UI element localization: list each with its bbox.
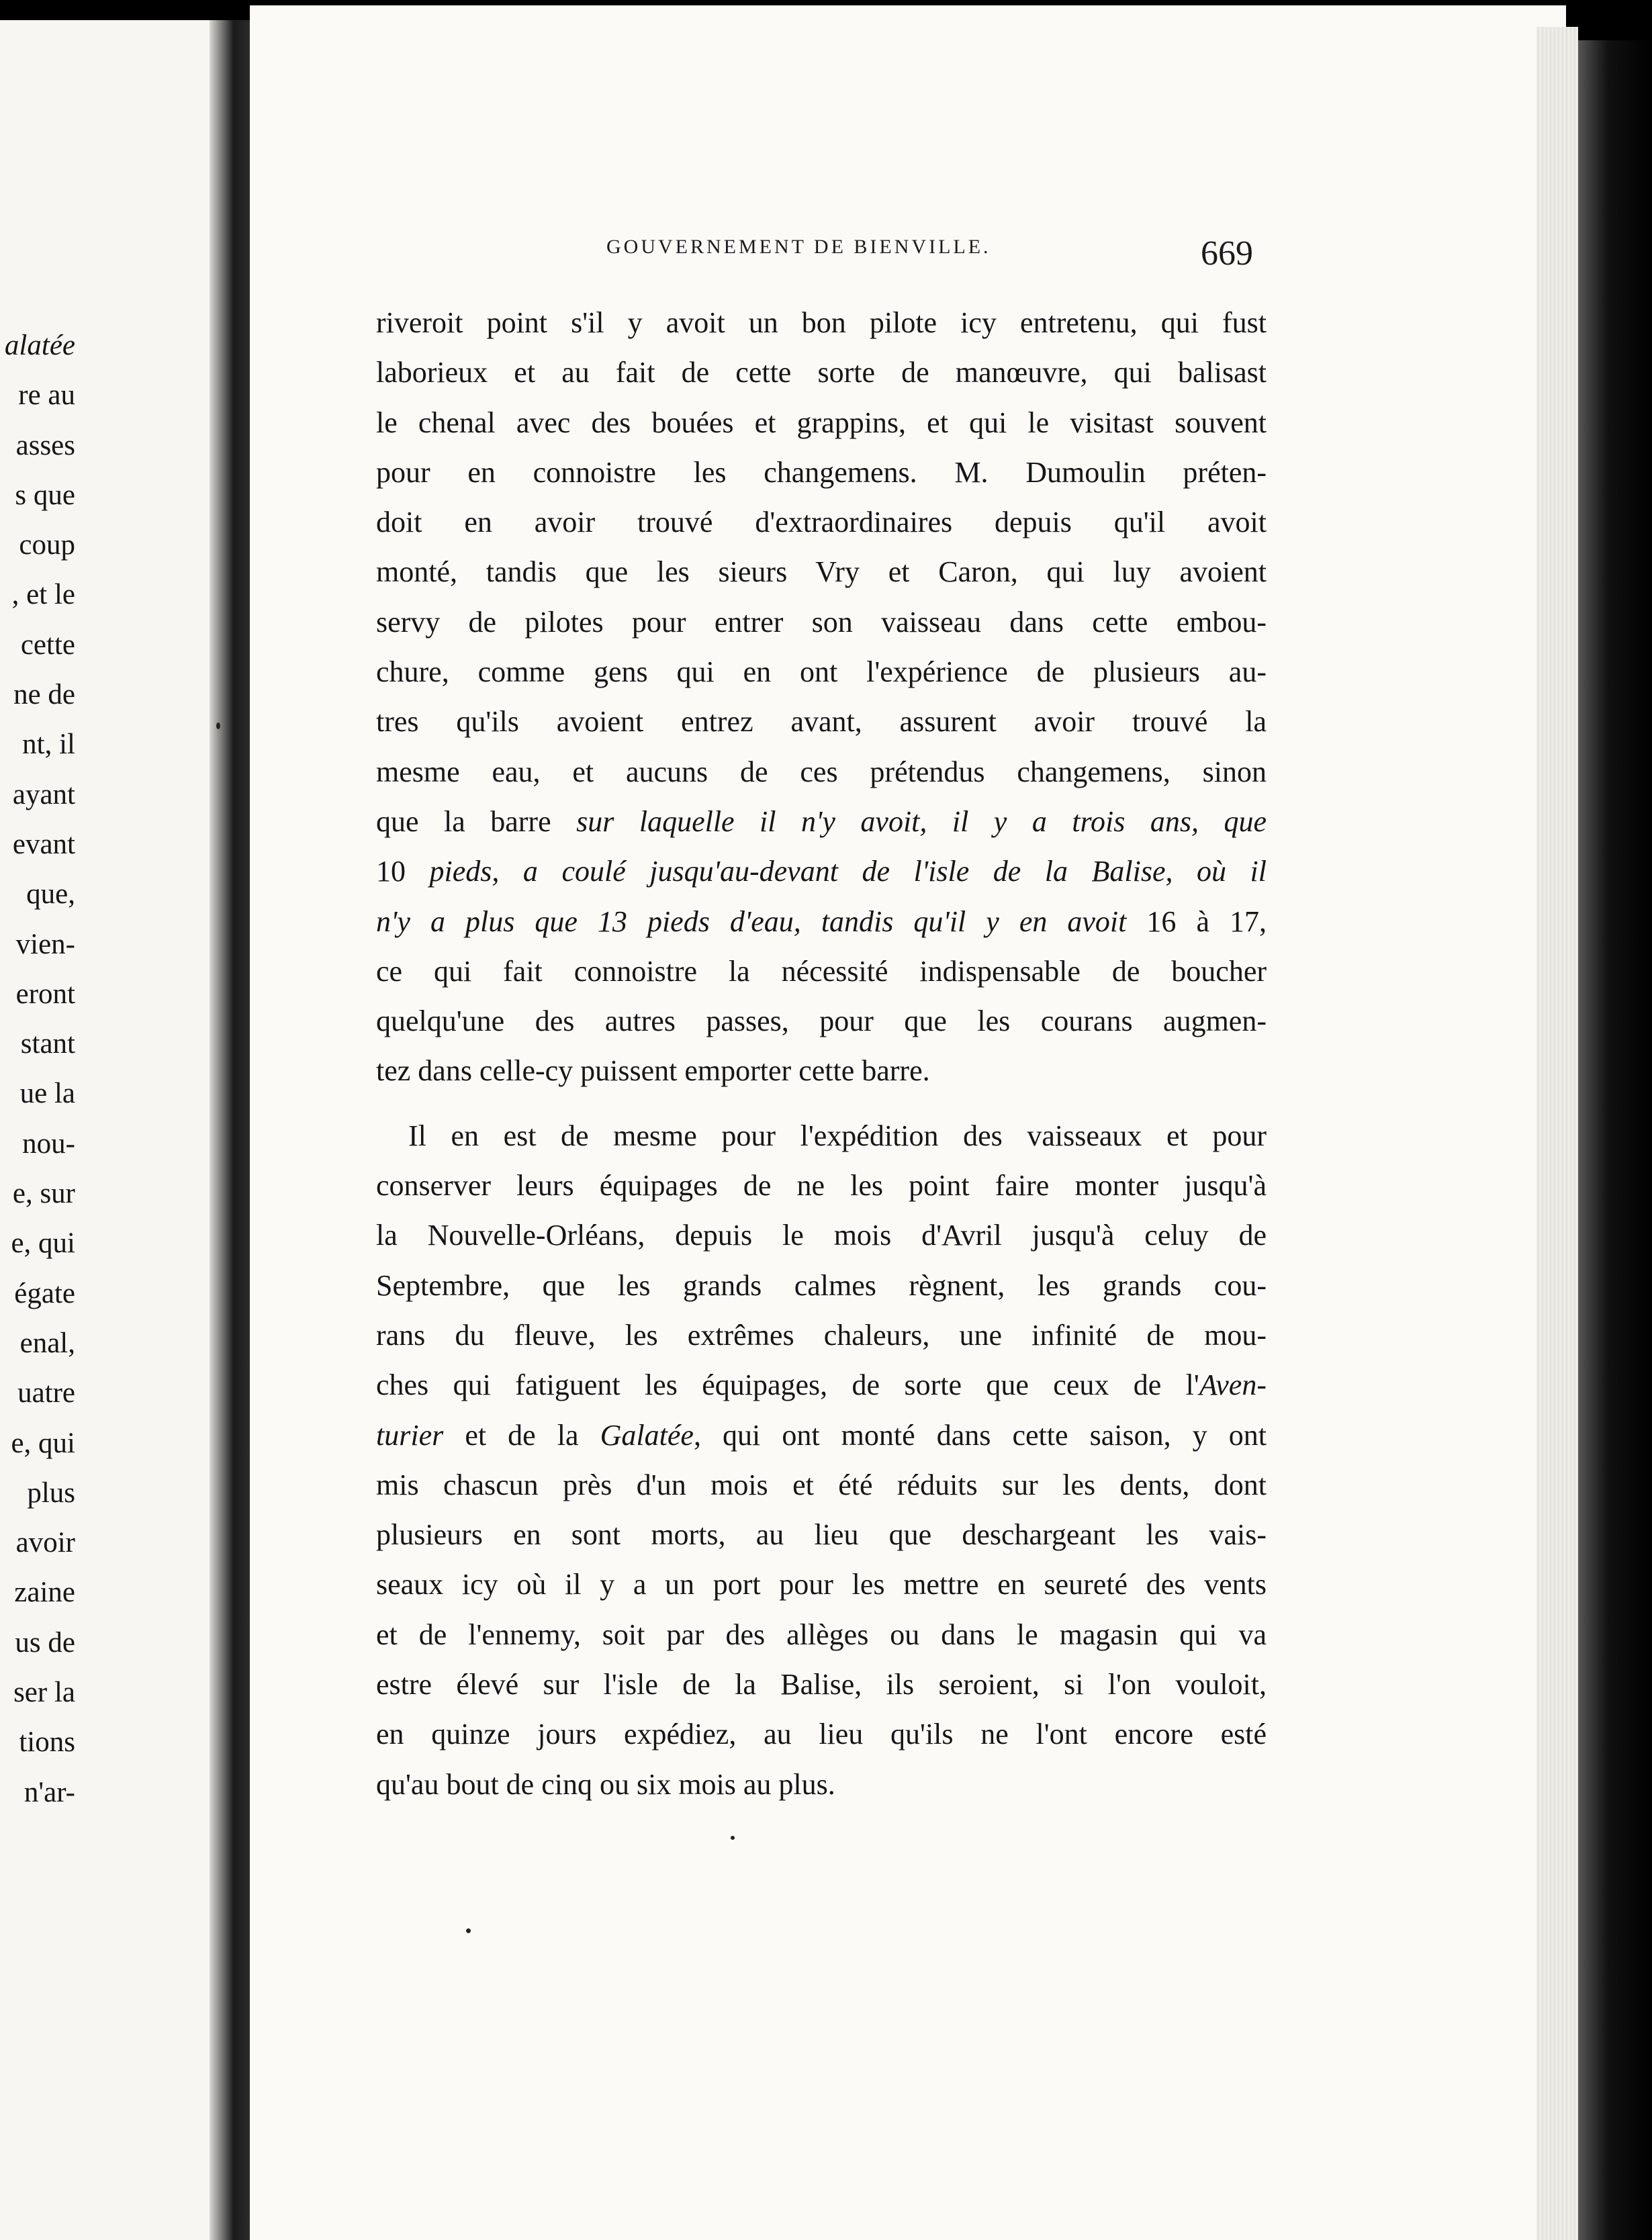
text-line <box>376 1560 1267 1609</box>
left-line-fragment: n'ar- <box>24 1776 75 1808</box>
paragraph-1 <box>376 298 1267 1096</box>
left-line-fragment: us de <box>15 1626 75 1659</box>
text-segment: ce qui fait connoistre la nécessité indispensable de boucher <box>376 954 1267 988</box>
text-line <box>376 947 1267 996</box>
text-line <box>376 697 1267 747</box>
italic-segment: Aven- <box>1199 1368 1267 1402</box>
speck <box>466 1928 471 1933</box>
text-line <box>376 1660 1267 1710</box>
text-line <box>376 298 1267 348</box>
text-segment: le chenal avec des bouées et grappins, et qui le visitast souvent <box>376 406 1267 439</box>
text-segment: riveroit point s'il y avoit un bon pilote icy entretenu, qui fust <box>376 306 1267 339</box>
left-line-fragment: ne de <box>13 679 75 711</box>
text-line <box>376 996 1267 1046</box>
text-line <box>376 398 1267 448</box>
text-line <box>376 448 1267 498</box>
left-line-fragment: alatée <box>4 330 75 361</box>
text-segment: servy de pilotes pour entrer son vaisseau dans cette embou- <box>376 605 1267 639</box>
text-segment: monté, tandis que les sieurs Vry et Caron, qui luy avoient <box>376 555 1267 589</box>
text-segment: 16 à 17, <box>1126 904 1267 938</box>
left-line-fragment: s que <box>15 479 75 511</box>
text-line <box>376 1760 1267 1810</box>
left-line-fragment: nt, il <box>22 729 75 761</box>
text-line <box>376 547 1267 597</box>
text-segment: doit en avoir trouvé d'extraordinaires depuis qu'il avoit <box>376 506 1267 539</box>
text-segment: Il en est de mesme pour l'expédition des vaisseaux et pour <box>408 1119 1267 1152</box>
page-stack-edge <box>1536 27 1578 2240</box>
page-edge-shadow <box>1578 40 1652 2240</box>
left-line-fragment: zaine <box>14 1577 75 1609</box>
left-facing-page <box>0 20 210 2240</box>
left-line-fragment: e, qui <box>11 1427 75 1459</box>
text-line <box>376 1261 1267 1311</box>
left-line-fragment: ayant <box>12 778 75 810</box>
text-segment: Septembre, que les grands calmes règnent, les grands cou- <box>376 1268 1267 1302</box>
left-line-fragment: coup <box>19 529 75 561</box>
text-line <box>376 1360 1267 1410</box>
italic-segment: sur laquelle il n'y avoit, il y a trois ans, que <box>576 804 1267 838</box>
italic-segment: n'y a plus que 13 pieds d'eau, tandis qu'il y en avoit <box>376 904 1127 938</box>
left-line-fragment: , et le <box>11 579 75 611</box>
text-segment: 10 <box>376 855 430 888</box>
left-line-fragment: stant <box>20 1028 75 1060</box>
left-line-fragment: plus <box>27 1477 75 1509</box>
italic-segment: Galatée <box>600 1418 694 1452</box>
text-segment: ches qui fatiguent les équipages, de sorte que ceux de l' <box>376 1368 1199 1402</box>
text-segment: en quinze jours expédiez, au lieu qu'ils ne l'ont encore esté <box>376 1718 1267 1751</box>
speck <box>216 722 220 729</box>
text-segment: la Nouvelle-Orléans, depuis le mois d'Avril jusqu'à celuy de <box>376 1219 1267 1252</box>
text-segment: mis chascun près d'un mois et été réduits sur les dents, dont <box>376 1468 1267 1501</box>
text-line <box>376 1311 1267 1360</box>
text-line <box>376 1111 1267 1161</box>
italic-segment: pieds, a coulé jusqu'au-devant de l'isle de la Balise, où il <box>429 855 1267 888</box>
paragraph-gap <box>376 1096 1267 1111</box>
text-line <box>376 1211 1267 1260</box>
text-line <box>376 1411 1267 1460</box>
text-segment: pour en connoistre les changemens. M. Dumoulin préten- <box>376 455 1267 489</box>
text-segment: plusieurs en sont morts, au lieu que deschargeant les vais- <box>376 1518 1267 1552</box>
text-segment: mesme eau, et aucuns de ces prétendus changemens, sinon <box>376 755 1267 788</box>
text-line <box>376 498 1267 547</box>
text-segment: seaux icy où il y a un port pour les mettre en seureté des vents <box>376 1568 1267 1601</box>
text-line <box>376 1046 1267 1096</box>
left-line-fragment: cette <box>20 628 75 661</box>
body-text <box>376 298 1267 1810</box>
text-segment: que la barre <box>376 804 577 838</box>
text-segment: qu'au bout de cinq ou six mois au plus. <box>376 1767 835 1801</box>
text-segment: tres qu'ils avoient entrez avant, assurent avoir trouvé la <box>376 705 1267 739</box>
left-line-fragment: enal, <box>19 1327 75 1359</box>
running-header: GOUVERNEMENT DE BIENVILLE. <box>606 236 991 258</box>
text-line <box>376 1161 1267 1211</box>
text-line <box>376 1460 1267 1510</box>
text-line <box>376 1610 1267 1660</box>
text-segment: quelqu'une des autres passes, pour que les courans augmen- <box>376 1005 1267 1038</box>
text-line <box>376 897 1267 947</box>
left-line-fragment: tions <box>19 1726 75 1759</box>
text-line <box>376 647 1267 697</box>
speck <box>731 1836 735 1840</box>
text-line <box>376 797 1267 847</box>
left-line-fragment: eront <box>15 978 75 1010</box>
left-line-fragment: e, qui <box>11 1227 75 1260</box>
text-segment: laborieux et au fait de cette sorte de manœuvre, qui balisast <box>376 356 1267 389</box>
text-segment: conserver leurs équipages de ne les point faire monter jusqu'à <box>376 1169 1267 1203</box>
text-line <box>376 348 1267 398</box>
left-line-fragment: ue la <box>19 1078 75 1110</box>
left-line-fragment: égate <box>14 1277 75 1309</box>
text-line <box>376 1510 1267 1560</box>
italic-segment: turier <box>376 1418 444 1452</box>
left-page-text-fragments <box>0 321 75 1818</box>
left-line-fragment: avoir <box>15 1527 75 1559</box>
text-line <box>376 598 1267 647</box>
left-line-fragment: re au <box>18 379 75 412</box>
left-line-fragment: asses <box>15 429 75 461</box>
text-segment: rans du fleuve, les extrêmes chaleurs, une infinité de mou- <box>376 1318 1267 1352</box>
left-line-fragment: e, sur <box>12 1178 75 1210</box>
text-segment: , qui ont monté dans cette saison, y ont <box>693 1418 1267 1452</box>
left-line-fragment: ser la <box>13 1677 75 1709</box>
left-line-fragment: uatre <box>17 1377 75 1409</box>
paragraph-2 <box>376 1111 1267 1810</box>
text-line <box>376 847 1267 896</box>
left-line-fragment: que, <box>26 878 75 911</box>
binding-gutter <box>210 20 250 2240</box>
text-segment: et de la <box>443 1418 600 1452</box>
left-line-fragment: evant <box>12 828 75 860</box>
text-line <box>376 1710 1267 1759</box>
text-segment: et de l'ennemy, soit par des allèges ou dans le magasin qui va <box>376 1618 1267 1651</box>
left-line-fragment: vien- <box>15 928 75 960</box>
text-segment: estre élevé sur l'isle de la Balise, ils seroient, si l'on vouloit, <box>376 1668 1267 1701</box>
page-number: 669 <box>1201 234 1253 273</box>
text-segment: chure, comme gens qui en ont l'expérience de plusieurs au- <box>376 655 1267 689</box>
left-line-fragment: nou- <box>22 1127 75 1160</box>
text-line <box>376 747 1267 797</box>
text-segment: tez dans celle-cy puissent emporter cette barre. <box>376 1054 930 1088</box>
